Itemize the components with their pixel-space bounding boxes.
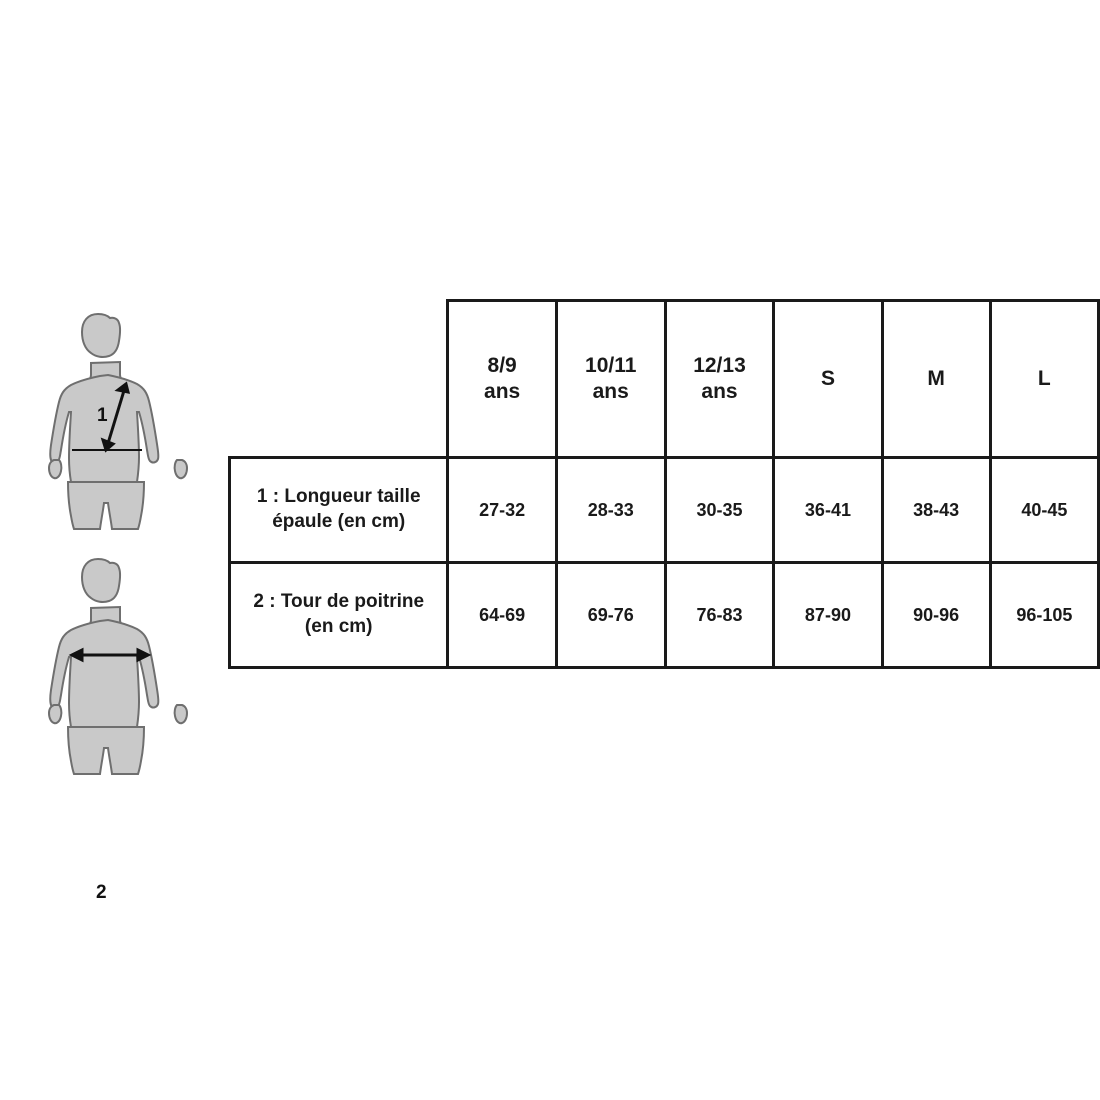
column-header-10-11 xyxy=(556,301,665,458)
body-silhouette-front-icon xyxy=(30,555,210,795)
figure-2-number: 2 xyxy=(96,882,107,903)
column-header-line1: M xyxy=(927,366,945,390)
row-label-line2: (en cm) xyxy=(304,616,373,637)
column-header-line1: 8/9 xyxy=(487,353,517,377)
cell-shoulder-waist-10-11: 28-33 xyxy=(556,458,665,563)
cell-chest-10-11: 69-76 xyxy=(556,563,665,668)
column-header-line2: ans xyxy=(592,380,629,403)
figure-1-number: 1 xyxy=(97,405,108,426)
cell-chest-12-13: 76-83 xyxy=(665,563,774,668)
cell-shoulder-waist-8-9: 27-32 xyxy=(448,458,556,563)
table-corner-cell xyxy=(230,301,448,458)
size-chart-table xyxy=(228,299,1100,669)
figure-panel xyxy=(30,300,210,903)
cell-shoulder-waist-m: 38-43 xyxy=(882,458,990,563)
column-header-line1: 10/11 xyxy=(585,353,637,377)
row-label-chest-girth xyxy=(230,563,448,668)
row-label-line2: épaule (en cm) xyxy=(272,511,406,532)
column-header-line2: ans xyxy=(484,380,521,403)
column-header-12-13 xyxy=(665,301,774,458)
table-row xyxy=(230,563,1099,668)
column-header-line1: L xyxy=(1037,366,1051,390)
table-row xyxy=(230,458,1099,563)
row-label-line1: 1 : Longueur taille xyxy=(256,486,421,508)
column-header-line1: 12/13 xyxy=(693,353,746,377)
cell-chest-8-9: 64-69 xyxy=(448,563,556,668)
column-header-8-9 xyxy=(448,301,556,458)
figure-chest-girth xyxy=(30,555,210,903)
table-header-row xyxy=(230,301,1099,458)
cell-chest-s: 87-90 xyxy=(774,563,882,668)
column-header-line1: S xyxy=(820,366,835,390)
column-header-m xyxy=(882,301,990,458)
body-silhouette-front-icon xyxy=(30,310,210,550)
column-header-l xyxy=(990,301,1098,458)
column-header-line2: ans xyxy=(701,380,738,403)
cell-chest-l: 96-105 xyxy=(990,563,1098,668)
cell-shoulder-waist-12-13: 30-35 xyxy=(665,458,774,563)
row-label-line1: 2 : Tour de poitrine xyxy=(253,591,425,613)
cell-chest-m: 90-96 xyxy=(882,563,990,668)
figure-shoulder-to-waist xyxy=(30,310,210,550)
row-label-shoulder-to-waist xyxy=(230,458,448,563)
cell-shoulder-waist-l: 40-45 xyxy=(990,458,1098,563)
column-header-s xyxy=(774,301,882,458)
cell-shoulder-waist-s: 36-41 xyxy=(774,458,882,563)
